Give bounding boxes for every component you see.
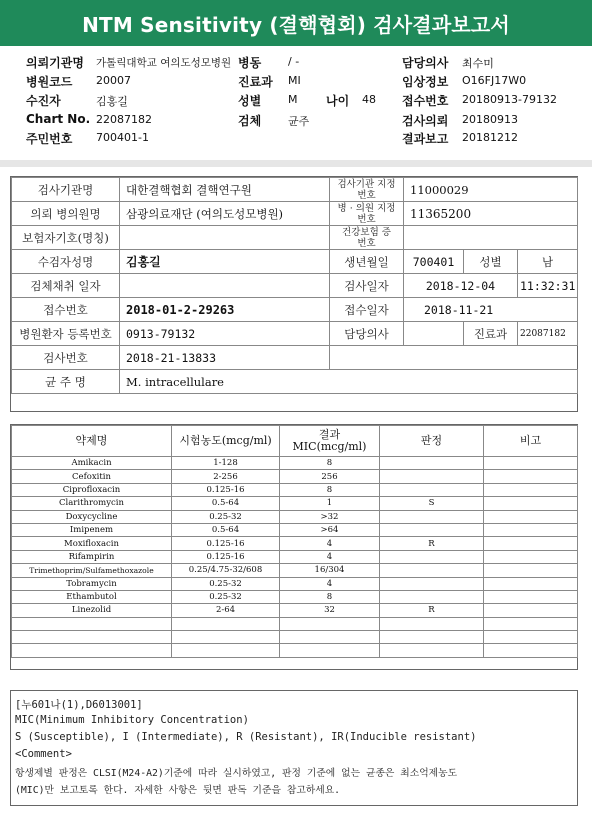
table-row	[12, 483, 578, 496]
remark-cell	[484, 497, 578, 510]
remark-cell	[484, 470, 578, 483]
results-body	[12, 457, 578, 658]
mic-cell: 8	[280, 457, 380, 470]
table-row	[12, 550, 578, 563]
remark-cell	[484, 631, 578, 644]
col-remark: 비고	[484, 426, 578, 457]
dept-value-2: 22087182	[518, 322, 578, 346]
interp-cell	[380, 631, 484, 644]
inst-label: 검사기관명	[12, 178, 120, 202]
mic-cell: 8	[280, 483, 380, 496]
drug-cell: Cefoxitin	[12, 470, 172, 483]
col-drug: 약제명	[12, 426, 172, 457]
interp-cell	[380, 550, 484, 563]
drug-cell	[12, 617, 172, 630]
table-row	[12, 537, 578, 550]
range-cell: 2-256	[172, 470, 280, 483]
drug-cell: Clarithromycin	[12, 497, 172, 510]
remark-cell	[484, 523, 578, 536]
age-label: 나이	[326, 94, 350, 108]
code-value: 20007	[96, 74, 131, 87]
recv-date-label: 접수일자	[330, 298, 404, 322]
drug-cell	[12, 631, 172, 644]
table-row	[12, 631, 578, 644]
mic-cell: >32	[280, 510, 380, 523]
species-label: 균 주 명	[12, 370, 120, 394]
req-hosp-no-label: 병 · 의원 지정번호	[330, 202, 404, 226]
range-cell: 2-64	[172, 604, 280, 617]
info-box	[10, 176, 578, 412]
empty-cell	[330, 346, 578, 370]
range-cell: 0.25/4.75-32/608	[172, 564, 280, 577]
sex-label: 성별	[238, 94, 262, 108]
clinical-value: O16FJ17W0	[462, 74, 527, 87]
testdate-label: 검사일자	[330, 274, 404, 298]
recv-no-label: 접수번호	[12, 298, 120, 322]
mic-cell: 4	[280, 550, 380, 563]
results-table	[11, 425, 578, 658]
drug-cell: Rifampirin	[12, 550, 172, 563]
hosp-reg-label: 병원환자 등록번호	[12, 322, 120, 346]
species-value: M. intracellulare	[120, 370, 578, 394]
interp-cell	[380, 564, 484, 577]
collect-label: 검체채취 일자	[12, 274, 120, 298]
age-value: 48	[362, 93, 376, 106]
range-cell: 0.5-64	[172, 497, 280, 510]
remark-cell	[484, 537, 578, 550]
req-hosp-label: 의뢰 병의원명	[12, 202, 120, 226]
inst-value: 대한결핵협회 결핵연구원	[120, 178, 330, 202]
birth-label: 생년월일	[330, 250, 404, 274]
specimen-value: 균주	[288, 115, 310, 128]
request-label: 검사의뢰	[402, 114, 449, 128]
id-label: 주민번호	[26, 132, 73, 146]
note-comment-1: 항생제별 판정은 CLSI(M24-A2)기준에 따라 실시하였고, 판정 기준에 없는 균종은 최소억제농도	[15, 768, 458, 779]
id-value: 700401-1	[96, 131, 149, 144]
range-cell	[172, 631, 280, 644]
patient-label: 수진자	[26, 94, 61, 108]
range-cell: 0.125-16	[172, 483, 280, 496]
mic-cell: >64	[280, 523, 380, 536]
remark-cell	[484, 457, 578, 470]
drug-cell: Tobramycin	[12, 577, 172, 590]
interp-cell	[380, 577, 484, 590]
table-row	[12, 470, 578, 483]
hospital-value: 가톨릭대학교 여의도성모병원	[96, 57, 232, 69]
dept-label-2: 진료과	[464, 322, 518, 346]
drug-cell: Amikacin	[12, 457, 172, 470]
remark-cell	[484, 510, 578, 523]
note-comment-label: <Comment>	[15, 748, 72, 760]
header-separator	[0, 160, 592, 167]
table-row	[12, 564, 578, 577]
table-row	[12, 497, 578, 510]
table-row	[12, 510, 578, 523]
drug-cell: Ciprofloxacin	[12, 483, 172, 496]
remark-cell	[484, 564, 578, 577]
remark-cell	[484, 604, 578, 617]
ward-value: / -	[288, 55, 300, 68]
doc-label: 담당의사	[330, 322, 404, 346]
dept-label: 진료과	[238, 75, 273, 89]
testtime-value: 11:32:31	[518, 274, 578, 298]
info-table	[11, 177, 578, 394]
doc-value	[404, 322, 464, 346]
mic-cell: 8	[280, 590, 380, 603]
note-legend: S (Susceptible), I (Intermediate), R (Resistant), IR(Inducible resistant)	[15, 731, 477, 743]
drug-cell: Trimethoprim/Sulfamethoxazole	[12, 564, 172, 577]
sex-label-2: 성별	[464, 250, 518, 274]
chart-label: Chart No.	[26, 112, 91, 126]
insure-cert-value	[404, 226, 578, 250]
range-cell: 0.25-32	[172, 577, 280, 590]
remark-cell	[484, 550, 578, 563]
remark-cell	[484, 577, 578, 590]
range-cell	[172, 617, 280, 630]
recv-no-value: 2018-01-2-29263	[120, 298, 330, 322]
note-mic: MIC(Minimum Inhibitory Concentration)	[15, 714, 249, 726]
interp-cell	[380, 644, 484, 657]
req-hosp-value: 삼광의료재단 (여의도성모병원)	[120, 202, 330, 226]
dept-value: MI	[288, 74, 301, 87]
mic-cell: 4	[280, 537, 380, 550]
interp-cell: R	[380, 604, 484, 617]
clinical-label: 임상정보	[402, 75, 449, 89]
insure-value	[120, 226, 330, 250]
table-row	[12, 457, 578, 470]
insure-label: 보험자기호(명칭)	[12, 226, 120, 250]
range-cell: 0.125-16	[172, 550, 280, 563]
remark-cell	[484, 483, 578, 496]
mic-cell	[280, 644, 380, 657]
name-value: 김홍길	[120, 250, 330, 274]
interp-cell	[380, 483, 484, 496]
drug-cell	[12, 644, 172, 657]
col-mic: 결과 MIC(mcg/ml)	[280, 426, 380, 457]
range-cell	[172, 644, 280, 657]
doctor-value: 최수미	[462, 57, 494, 70]
col-interp: 판정	[380, 426, 484, 457]
mic-cell: 4	[280, 577, 380, 590]
drug-cell: Linezolid	[12, 604, 172, 617]
testdate-value: 2018-12-04	[404, 274, 518, 298]
interp-cell	[380, 470, 484, 483]
remark-cell	[484, 644, 578, 657]
range-cell: 0.25-32	[172, 590, 280, 603]
receipt-value: 20180913-79132	[462, 93, 557, 106]
table-row	[12, 617, 578, 630]
range-cell: 0.25-32	[172, 510, 280, 523]
inst-no-value: 11000029	[404, 178, 578, 202]
mic-cell: 32	[280, 604, 380, 617]
doctor-label: 담당의사	[402, 56, 449, 70]
interp-cell: R	[380, 537, 484, 550]
report-title: NTM Sensitivity (결핵협회) 검사결과보고서	[0, 0, 592, 46]
test-no-value: 2018-21-13833	[120, 346, 330, 370]
hosp-reg-value: 0913-79132	[120, 322, 330, 346]
hospital-label: 의뢰기관명	[26, 56, 84, 70]
sex-value-2: 남	[518, 250, 578, 274]
collect-value	[120, 274, 330, 298]
mic-cell	[280, 631, 380, 644]
mic-cell	[280, 617, 380, 630]
interp-cell	[380, 590, 484, 603]
mic-cell: 1	[280, 497, 380, 510]
recv-date-value: 2018-11-21	[404, 298, 578, 322]
mic-cell: 256	[280, 470, 380, 483]
interp-cell	[380, 617, 484, 630]
sex-value: M	[288, 93, 298, 106]
notes-box	[10, 690, 578, 806]
table-row	[12, 604, 578, 617]
ward-label: 병동	[238, 56, 262, 70]
interp-cell	[380, 457, 484, 470]
results-box	[10, 424, 578, 670]
remark-cell	[484, 617, 578, 630]
interp-cell: S	[380, 497, 484, 510]
note-comment-2: (MIC)만 보고토록 한다. 자세한 사항은 뒷면 판독 기준을 참고하세요.	[15, 785, 341, 796]
remark-cell	[484, 590, 578, 603]
specimen-label: 검체	[238, 114, 262, 128]
report-header	[0, 46, 592, 158]
range-cell: 0.125-16	[172, 537, 280, 550]
table-row	[12, 590, 578, 603]
range-cell: 1-128	[172, 457, 280, 470]
report-date-value: 20181212	[462, 131, 518, 144]
table-row	[12, 523, 578, 536]
name-label: 수검자성명	[12, 250, 120, 274]
inst-no-label: 검사기관 지정번호	[330, 178, 404, 202]
range-cell: 0.5-64	[172, 523, 280, 536]
receipt-label: 접수번호	[402, 94, 449, 108]
mic-cell: 16/304	[280, 564, 380, 577]
insure-cert-label: 건강보험 증 번호	[330, 226, 404, 250]
drug-cell: Doxycycline	[12, 510, 172, 523]
drug-cell: Ethambutol	[12, 590, 172, 603]
patient-value: 김홍길	[96, 95, 128, 108]
request-value: 20180913	[462, 113, 518, 126]
note-code: [누601나(1),D6013001]	[15, 699, 143, 711]
code-label: 병원코드	[26, 75, 73, 89]
interp-cell	[380, 510, 484, 523]
chart-value: 22087182	[96, 113, 152, 126]
interp-cell	[380, 523, 484, 536]
col-range: 시험농도(mcg/ml)	[172, 426, 280, 457]
test-no-label: 검사번호	[12, 346, 120, 370]
req-hosp-no-value: 11365200	[404, 202, 578, 226]
report-date-label: 결과보고	[402, 132, 449, 146]
drug-cell: Moxifloxacin	[12, 537, 172, 550]
table-row	[12, 577, 578, 590]
table-row	[12, 644, 578, 657]
birth-value: 700401	[404, 250, 464, 274]
drug-cell: Imipenem	[12, 523, 172, 536]
